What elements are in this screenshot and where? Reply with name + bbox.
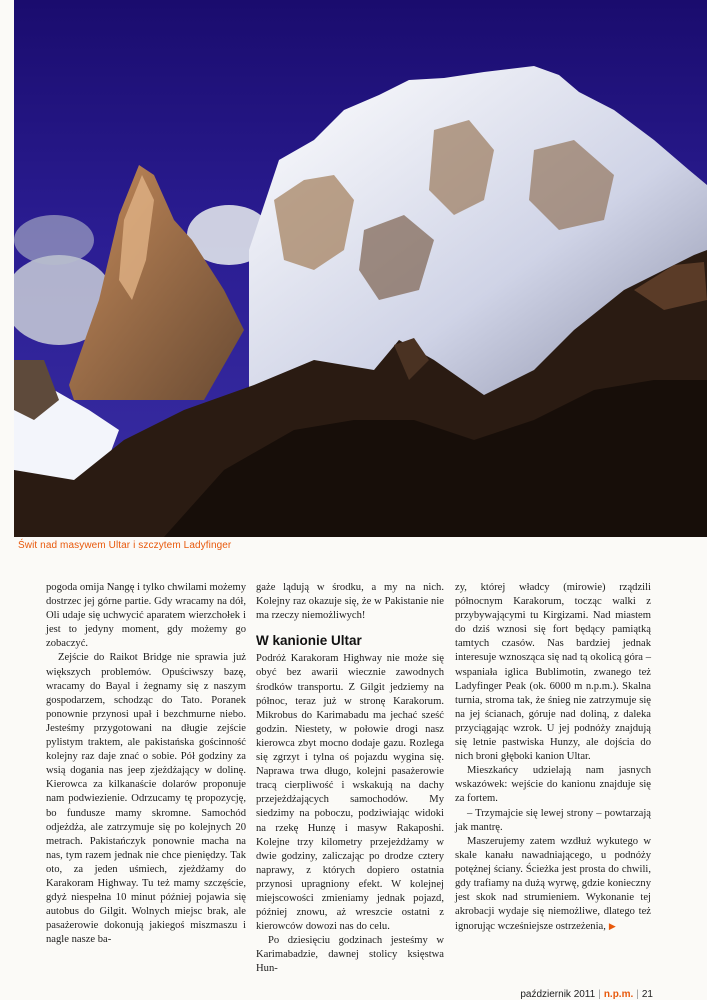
text-column-2 [256, 581, 444, 977]
text-column-3 [455, 581, 651, 934]
paragraph: gaże lądują w środku, a my na nich. Kolejny raz okazuje się, że w Pakistanie nie ma rzeczy niemożliwych! [256, 582, 444, 622]
magazine-name: n.p.m. [603, 989, 634, 1000]
page-number: 21 [641, 989, 653, 1000]
page-footer: październik 2011 | n.p.m. | 21 [520, 989, 653, 1000]
text-column-1 [46, 581, 246, 947]
issue-date: październik 2011 [520, 989, 596, 1000]
triangle-right-icon: ▶ [608, 921, 616, 932]
paragraph: Zejście do Raikot Bridge nie sprawia już większych problemów. Opuściwszy bazę, wracamy do Bayal i żegnamy się z naszym gospodarzem, schodząc do Tato. Poranek ponownie przynosi upał i bezchmurne niebo. Jesteśmy przygotowani na długie zejście pylistym traktem, ale pakistańska gościnność kolejny raz daje znać o sobie. Pół godziny za wsią dogania nas jeep zjeżdżający w dolinę. Kierowca za kilkanaście dolarów proponuje nam podwiezienie. Odrzucamy tę propozycję, bo fundusze mamy skromne. Samochód odjeżdża, ale zatrzymuje się po kolejnych 20 metrach. Pakistańczyk ponownie macha na nas, tym razem jednak nie chce pieniędzy. Tak oto, za jeden uśmiech, zjeżdżamy do Karakoram Highway. Tu też mamy szczęście, gdyż niespełna 10 minut później pojawia się autobus do Gilgit. Wolnych miejsc brak, ale pasażerowie dokonują jakiegoś miszmaszu i nagle nasze ba- [46, 652, 246, 946]
photo-caption: Świt nad masywem Ultar i szczytem Ladyfinger [18, 540, 232, 551]
paragraph: Po dziesięciu godzinach jesteśmy w Karimabadzie, dawnej stolicy księstwa Hun- [256, 935, 444, 975]
paragraph: – Trzymajcie się lewej strony – powtarzają jak mantrę. [455, 807, 651, 833]
paragraph [455, 835, 651, 935]
paragraph: Podróż Karakoram Highway nie może się obyć bez awarii wiecznie zawodnych środków transportu. Z Gilgit jedziemy na północ, teraz już w stronę Karakorum. Mikrobus do Karimabadu ma jechać sześć godzin. Niestety, w połowie drogi nasz kierowca zbyt mocno dodaje gazu. Rozlega się zgrzyt i tylna oś pojazdu wygina się. Naprawa trwa długo, kolejni pasażerowie tracą cierpliwość i wskakują na dachy przejeżdżających samochodów. My siedzimy na poboczu, podziwiając widoki na rzekę Hunzę i masyw Rakaposhi. Kolejne trzy kilometry przejeżdżamy w dwie godziny, zaliczając po drodze cztery naprawy, z których dopiero ostatnia przynosi upragniony efekt. W kolejnej miejscowości zmieniamy jednak pojazd, później znowu, aż wreszcie ostatni z kierowców dowozi nas do celu. [256, 653, 444, 933]
paragraph: pogoda omija Nangę i tylko chwilami możemy dostrzec jej górne partie. Gdy wracamy na dół, Oli udaje się uchwycić aparatem wierzchołek i jest to jedyny moment, gdy możemy go zobaczyć. [46, 582, 246, 650]
section-heading: W kanionie Ultar [256, 633, 362, 649]
paragraph: zy, której władcy (mirowie) rządzili północnym Karakorum, tocząc walki z przybywającymi tu Kirgizami. Nad miastem do dziś wznosi się fort będący pamiątką tamtych czasów. Nas bardziej jednak interesuje wznosząca się nad tą okolicą góra – wspaniała iglica Bublimotin, zwanego też Ladyfinger Peak (ok. 6000 m n.p.m.). Skalna turnia, stroma tak, że śnieg nie zatrzymuje się na jej ścianach, góruje nad doliną, z daleka przyciągając wzrok. U jej podnóży znajdują się letnie pastwiska Hunzy, ale dojścia do nich broni głęboki kanion Ultar. [455, 582, 651, 763]
paragraph-text: Maszerujemy zatem wzdłuż wykutego w skale kanału nawadniającego, u podnóży potężnej ściany. Ścieżka jest prosta do chwili, gdy trafiamy na dużą wyrwę, gdzie konieczny jest skok nad strumieniem. Wykonanie tej akrobacji wydaje się niemożliwe, dlatego też ignorując wcześniejsze ostrzeżenia, [455, 835, 651, 933]
hero-photo [14, 0, 707, 537]
paragraph: Mieszkańcy udzielają nam jasnych wskazówek: wejście do kanionu znajduje się za fortem. [455, 765, 651, 805]
